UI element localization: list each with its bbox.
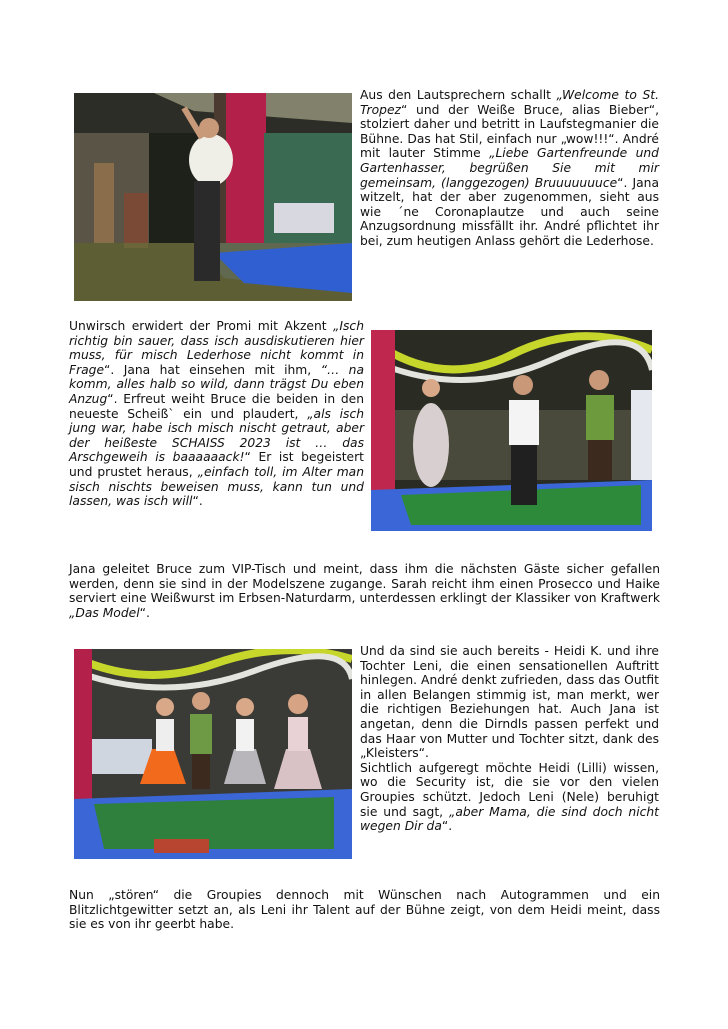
body-text: Sichtlich aufgeregt möchte Heidi (Lilli) wissen, wo die Security ist, die sie vor den vielen Groupies schützt. Jedoch Leni (Nele) beruhigt sie und sagt, [360, 760, 659, 819]
quote-text: “… na komm, alles halb so wild, dann trägst Du eben Anzug [69, 362, 365, 406]
quote-text: „als isch jung war, habe isch misch nischt getraut, aber der heißeste SCHAISS 2023 ist … das Arschgeweih is baaaaaack! [69, 406, 365, 465]
quote-text: „Isch richtig bin sauer, dass isch ausdiskutieren hier muss, für misch Lederhose nicht kommt in Frage [69, 319, 364, 377]
photo-three-performers [371, 330, 652, 531]
body-text: “. Erfreut weiht Bruce die beiden in den neueste Scheiß` ein und plaudert, [69, 391, 364, 421]
photo-dirndl-performers [74, 649, 352, 859]
paragraph-promi-reply [69, 319, 364, 509]
body-text: “. [441, 819, 453, 834]
quote-text: „Das Model [69, 605, 140, 620]
body-text: Aus den Lautsprechern schallt [360, 88, 557, 102]
paragraph-welcome-bruce [360, 88, 659, 249]
body-text: “. Jana hat einsehen mit ihm, [104, 362, 321, 377]
quote-text: „einfach toll, im Alter man sisch nischts beweisen muss, kann tun und lassen, was isch will [69, 464, 365, 509]
body-text: Unwirsch erwidert der Promi mit Akzent [69, 319, 334, 333]
paragraph-vip-table [69, 562, 660, 620]
body-text: Nun „stören“ die Groupies dennoch mit Wünschen nach Autogrammen und ein Blitzlichtgewitter setzt an, als Leni ihr Talent auf der Bühne zeigt, von dem Heidi meint, dass sie es von ihr geerbt habe. [69, 888, 660, 932]
body-text: “ und der Weiße Bruce, alias Bieber“, stolziert daher und betritt in Laufstegmanier die Bühne. Das hat Stil, einfach nur „wow!!!“. André mit lauter Stimme [360, 102, 659, 161]
quote-text: „Liebe Gartenfreunde und Gartenhasser, begrüßen Sie mit mir gemeinsam, (langgezogen) Bruuuuuuuce [360, 146, 659, 190]
paragraph-heidi-leni [360, 644, 659, 834]
paragraph-groupies [69, 888, 660, 932]
quote-text: „Welcome to St. Tropez [360, 88, 659, 117]
body-text: Jana geleitet Bruce zum VIP-Tisch und meint, dass ihm die nächsten Gäste sicher gefallen werden, denn sie sind in der Modelszene zugange. Sarah reicht ihm einen Prosecco und Haike serviert eine Weißwurst im Erbsen-Naturdarm, unterdessen erklingt der Klassiker von Kraftwerk [69, 562, 660, 606]
body-text: “. Jana witzelt, hat der aber zugenommen, sieht aus wie ´ne Coronaplautze und auch seine Anzugsordnung missfällt ihr. André pflichtet ihr bei, zum heutigen Anlass gehört die Lederhose. [360, 175, 659, 248]
body-text: “. [139, 605, 150, 620]
quote-text: „aber Mama, die sind doch nicht wegen Dir da [360, 804, 659, 834]
body-text: Und da sind sie auch bereits - Heidi K. und ihre Tochter Leni, die einen sensationellen Auftritt hinlegen. André denkt zufrieden, dass das Outfit in allen Belangen stimmig ist, man merkt, wer die richtigen Beziehungen hat. Auch Jana ist angetan, denn die Dirndls passen perfekt und das Haar von Mutter und Tochter sitzt, dank des „Kleisters“. [360, 644, 659, 761]
body-text: “ Er ist begeistert und prustet heraus, [69, 450, 364, 479]
photo-dancing-man [74, 93, 352, 301]
body-text: “. [192, 494, 203, 509]
